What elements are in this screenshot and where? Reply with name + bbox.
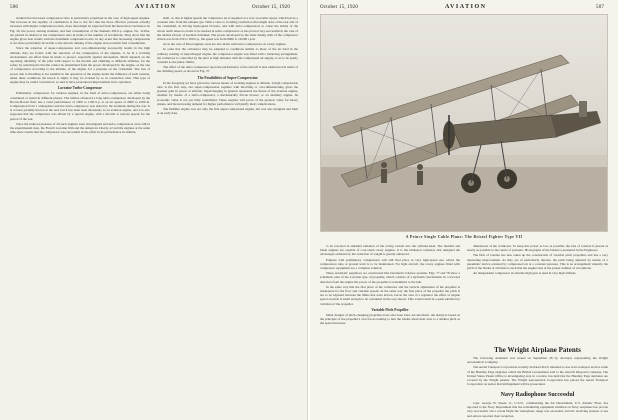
paragraph: Preliminary compressors for aviation engines, in the form of turbo-compressors, are either being considered or tested in different phases. The turbine advanced a long turbo-compressor developed by the Brown-Boveri firm, has a rated performance of 1000 to 1100 h.p. at an air speed of 2000 to 2500 m. Compression from 1 atmosphere and the turbo-compressor was tested by the Germans during the war. It is at least partially known at the end, but it has been used alternately as an aviation engine, and it is also supposed that the compressor was driven by a special engine, with a throttle at various speeds for the period of the war. bbox=[10, 91, 150, 121]
paragraph: shaft, so that at higher speeds the compressor air is supplied at a very economic speed, which leaves a constant ratio from the exhaust gas. With a view to avoiding rarefaction that might arise at the rear end of the crankshaft, in driving high-speed blowers, and with turbo-compressors to cause the ability of the whole outfit takes no doubt to be desired in turbo-compressors as has proved very successful in the case of the turbine blower of German Schenkel. The power developed by the latter during trials of the compressor driven was from 250 to 300 h.p., the speed was from 8000 to 16,000 r.p.m. bbox=[157, 16, 298, 42]
paragraph: Since the adoption of super-compression and over-dimensioning necessarily results in the high altitude, they are found, with the selection of the compression of the engines, to be in a working environment. An effort must be made to protect, especially against detonations. Much depends on the operating reliability of the pilot with respect to the throttle and climbing at different altitudes, for the safety by reducing the throttle cannot be determined from the power developed by the engine, as the rate of compression according to the altitude, of the engine, for a pressure on the crankshaft. The loss of power due to throttling is not sensible in the operation of the engine under the influence of such rotation, under these conditions the knock is slight; it may be avoided by so in connection with. This type of engine may be called 'overdrived,' so said to have pronounced improvement in its operation. bbox=[10, 46, 150, 85]
paragraph: In order that the carburetor may be adjusted to conditions similar to those of the air tried in the ordinary reading of supercharged engine, the compressor engine was fitted with a balancing arrangement, the carburetor is controlled by the pilot at high altitudes with the compressed air supply, so as to be nearly constant as the plane climbs. bbox=[157, 47, 298, 65]
paragraph: The firm of Gerstle has also taken up the construction of variable pitch propellers and has a very interesting improvement. As they are of particularly interest, the pitch being adjusted by means of a pneumatic device actuated by compressed air at a constant pressure. This is an arrangement whereby the pitch of the blades at all times is such that the engine runs at the proper number of revolutions. bbox=[467, 253, 608, 271]
left-column-2 bbox=[157, 16, 298, 414]
running-title: AVIATION bbox=[135, 4, 177, 10]
radiophone-text bbox=[467, 401, 608, 418]
photo-caption: A Prince Single Cable Plane: The Bristol Fighter Type VII bbox=[405, 235, 523, 239]
right-column-2 bbox=[467, 244, 608, 344]
paragraph: The Aerial Transport Corporation recently declared that it intended to use in its transport service some of the Handley Page airplanes which the British Government sold to the Aircraft Disposal Company. The United States Patent Office is investigating and, in a notice, has held that the Handley Page airplanes are covered by the Wright patents. The Wright Aeronautical Corporation has placed the Aerial Transport Corporation on notice that infringement will be prosecuted. bbox=[467, 365, 608, 387]
paragraph: An independent compressor in extreme high gear is used in very high altitude. bbox=[473, 271, 577, 276]
paragraph: Since the induced pressure of all such engines were investigated and turbo-compressors were still in the experimental state, the French Lorraine firm and the American Liberty-12 and the engines at the same time show results that the compressor was successful in the effort in its performance in altitude. bbox=[10, 121, 150, 135]
wright-patents-text bbox=[467, 356, 608, 392]
running-title: AVIATION bbox=[445, 4, 487, 10]
section-heading: Lorraine Turbo-Compressor bbox=[58, 86, 102, 91]
page-number: 506 bbox=[10, 5, 19, 10]
page-date: October 15, 1920 bbox=[320, 5, 359, 10]
paragraph: Engines with preliminary compression will still find place in very high-speed use, where the compression ratio at ground level is to be maintained. For light aircraft, the rotary engines fitted with compressor equipment are a complete solution. bbox=[320, 257, 460, 271]
paragraph: In the foregoing we have given the various means of working engines at altitude. A high compression ratio is the first step, but super-compression together with throttling or over-dimensioning gives the greatest gain in power at altitude. Supercharging in general represents the future of the aviation engine, whether by means of a turbo-compressor, a mechanically driven blower, or an auxiliary engine. Its economic value is not yet fully established. These engines will prove of the greatest value for heavy planes, and the increasing demand for higher performance will justify their complications. bbox=[157, 80, 298, 106]
paragraph: Other designs of pitch-changing propellers have also been tried. An automatic, the design is based on the principle of the propeller's own forces tending to turn the blades about their axes to a smaller pitch as the speed increases. bbox=[320, 313, 460, 326]
paragraph: These automatic regulators are constructed like barometric balance systems. Figs. 77 and 78 show a schematic plan of the Lorraine type of propeller, which consists of a hydraulic mechanism. In a forward direction from the engine the power of the propeller is transmitted to the hub. bbox=[320, 271, 460, 284]
section-heading: The Possibilities of Super-Compression bbox=[197, 75, 258, 80]
left-column-1 bbox=[10, 16, 150, 414]
section-heading-wright: The Wright Airplane Patents bbox=[494, 346, 581, 354]
right-page bbox=[310, 0, 618, 420]
page-date: October 15, 1920 bbox=[252, 5, 291, 10]
paragraph: The effect of the turbo-compressor upon the performance of the aircraft is best understood in terms of the climbing speed, as shown in Fig. 27. bbox=[157, 65, 298, 74]
paragraph: dimensions of the crankcase. To keep this power as low as possible, the axis of rotation is placed as nearly as possible to the centre of pressure. Photographs of the blades is presented in the Engineers. bbox=[467, 244, 608, 253]
paragraph: The Dalmler engine was not only the first super-compressed engine, but was also designed and built at an early date. bbox=[157, 107, 298, 116]
paragraph: to be resolved in shielded radiation of the racing variant into the cylinder-head. The thermal and blade engines are capable of over-sized rotary engines. It is the Ordnance tendency that designed the advantages obtained by the reduction of weight is greatly enhanced. bbox=[320, 244, 460, 257]
paragraph: Capt. George W. Steele, Jr., U.S.N., commanding the Air Detachment, U.S. Atlantic Fleet, has reported to the Navy Department that the transmitting equipment installed on Navy seaplanes has proven very successful. On a recent flight the radiophone range was exceeded, and the receiving stations at sea and ashore reported clear reception. bbox=[467, 401, 608, 418]
left-page bbox=[0, 0, 308, 420]
page-number: 507 bbox=[596, 5, 605, 10]
airplane-photo bbox=[320, 14, 608, 232]
paragraph: In the same way that the first place of the carburetor and the vertical adjustment of the propeller is inadequate for the flow and variable speeds. In the same way the first place of the propeller the pitch is not to be adjusted between the limits that were shown, but in the case of a regulator the effect of engine speed on pitch is small enough to be calculated in the way shown. This would result in a quite satisfactory variation of the propeller. bbox=[320, 284, 460, 306]
paragraph: As in the case of fixed engines, tests are also made with turbo-compressors on rotary engines. bbox=[163, 42, 287, 47]
paragraph: studied that increased compression ratio is particularly propitious in the case of high-speed engines. The increase in the rapidity of combustion is due to the fact that the more effective pressure actually increases with higher compression ratios, more than might be expected from the theoretical conclusion. In Fig. 26, the power, turning moment, and fuel consumption of the Siemens 290 h.p. engine, No. 3120A, are plotted in relation to the compression ratio in terms of the number of revolutions. They show that the engine gives best results with the maximum compression ratio, in any event that increasing compression is not more particularly favorable to the smooth running of the engine and economic fuel consumption. bbox=[10, 16, 150, 46]
paragraph: The following statement was issued on September 28 by attorneys representing the Wright Aeronautical Company. bbox=[467, 356, 608, 365]
section-heading-radiophone: Navy Radiophone Successful bbox=[500, 392, 575, 398]
biplane-illustration bbox=[321, 15, 608, 232]
right-column-1 bbox=[320, 244, 460, 414]
section-heading: Variable Pitch Propeller bbox=[371, 307, 409, 312]
